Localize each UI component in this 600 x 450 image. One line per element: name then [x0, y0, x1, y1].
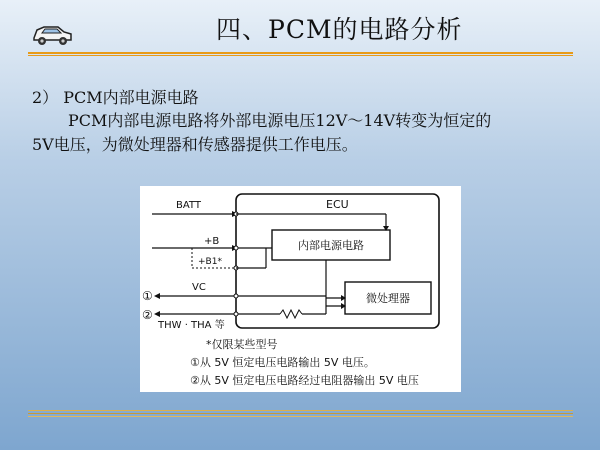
circle-1-label: ① [142, 289, 153, 303]
vc-label: VC [192, 282, 206, 293]
note-some-models: *仅限某些型号 [206, 338, 278, 351]
note-circle-2: ②从 5V 恒定电压电路经过电阻器输出 5V 电压 [190, 374, 419, 387]
power-circuit-label: 内部电源电路 [298, 239, 364, 252]
car-icon [30, 18, 74, 48]
note-circle-1: ①从 5V 恒定电压电路输出 5V 电压。 [190, 356, 375, 369]
thw-tha-label: THW · THA 等 [158, 320, 225, 331]
footer-rule-3 [28, 416, 573, 417]
footer-rule-1 [28, 410, 573, 411]
microprocessor-label: 微处理器 [366, 292, 410, 305]
footer-rule-2 [28, 413, 573, 414]
ecu-label: ECU [326, 198, 349, 211]
slide-title: 四、PCM的电路分析 [216, 15, 463, 44]
title-rule [28, 52, 573, 54]
paragraph-line-2: 5V电压，为微处理器和传感器提供工作电压。 [32, 135, 358, 154]
section-heading: 2） PCM内部电源电路 [32, 88, 199, 107]
title-rule-thin [28, 55, 573, 56]
plus-b-label: +B [204, 236, 220, 247]
paragraph-line-1: PCM内部电源电路将外部电源电压12V～14V转变为恒定的 [68, 111, 492, 130]
plus-b1-label: +B1* [198, 257, 222, 267]
circle-2-label: ② [142, 308, 153, 322]
batt-label: BATT [176, 200, 201, 211]
